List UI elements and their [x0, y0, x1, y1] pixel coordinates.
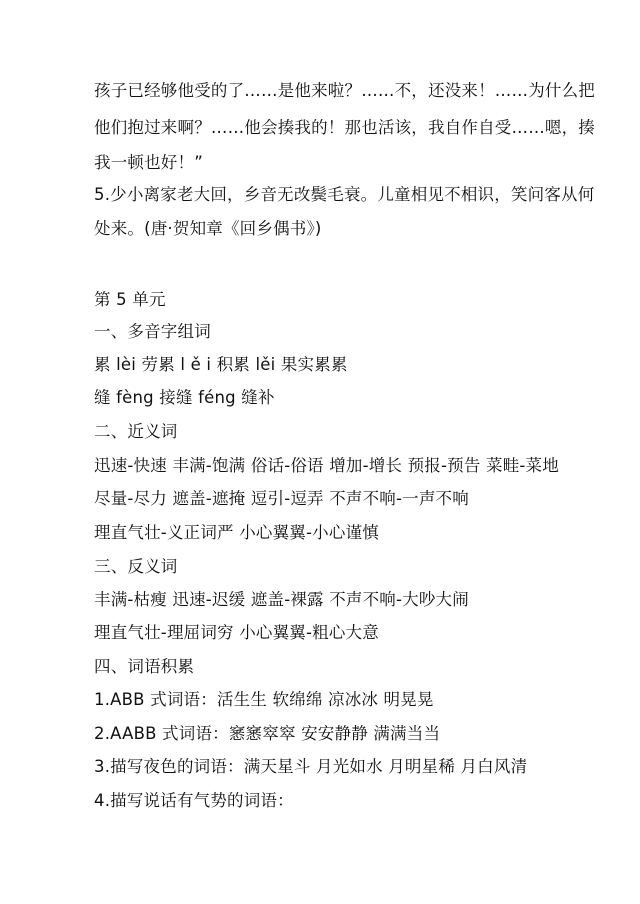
polyphone-line-2: 缝 fèng 接缝 féng 缝补: [94, 388, 275, 407]
passage-line-3: 我一顿也好！”: [94, 153, 203, 172]
antonym-line-2: 理直气壮-理屈词穷 小心翼翼-粗心大意: [94, 623, 379, 642]
synonym-line-3: 理直气壮-义正词严 小心翼翼-小心谨慎: [94, 523, 379, 542]
passage-line-2: 他们抱过来啊？……他会揍我的！那也活该，我自作自受……嗯，揍: [94, 118, 595, 137]
vocabulary-line-1: 1.ABB 式词语：活生生 软绵绵 凉冰冰 明晃晃: [94, 690, 434, 709]
vocabulary-line-3: 3.描写夜色的词语：满天星斗 月光如水 月明星稀 月白风清: [94, 757, 528, 776]
antonym-line-1: 丰满-枯瘦 迅速-迟缓 遮盖-裸露 不声不响-大吵大闹: [94, 590, 469, 609]
vocabulary-line-2: 2.AABB 式词语：窸窸窣窣 安安静静 满满当当: [94, 724, 441, 743]
polyphone-line-1: 累 lèi 劳累 l ě i 积累 lěi 果实累累: [94, 355, 348, 374]
synonym-line-1: 迅速-快速 丰满-饱满 俗话-俗语 增加-增长 预报-预告 菜畦-菜地: [94, 456, 559, 475]
section-heading-antonyms: 三、反义词: [94, 557, 178, 576]
section-heading-vocabulary: 四、词语积累: [94, 657, 195, 676]
synonym-line-2: 尽量-尽力 遮盖-遮掩 逗引-逗弄 不声不响-一声不响: [94, 489, 469, 508]
passage-line-1: 孩子已经够他受的了……是他来啦？……不，还没来！……为什么把: [94, 81, 595, 100]
section-heading-synonyms: 二、近义词: [94, 422, 178, 441]
poem-line-1: 5.少小离家老大回，乡音无改鬓毛衰。儿童相见不相识，笑问客从何: [94, 185, 595, 204]
section-heading-polyphones: 一、多音字组词: [94, 322, 211, 341]
unit-title: 第 5 单元: [94, 290, 166, 309]
vocabulary-line-4: 4.描写说话有气势的词语：: [94, 791, 294, 810]
poem-line-2: 处来。(唐·贺知章《回乡偶书》): [94, 219, 322, 238]
